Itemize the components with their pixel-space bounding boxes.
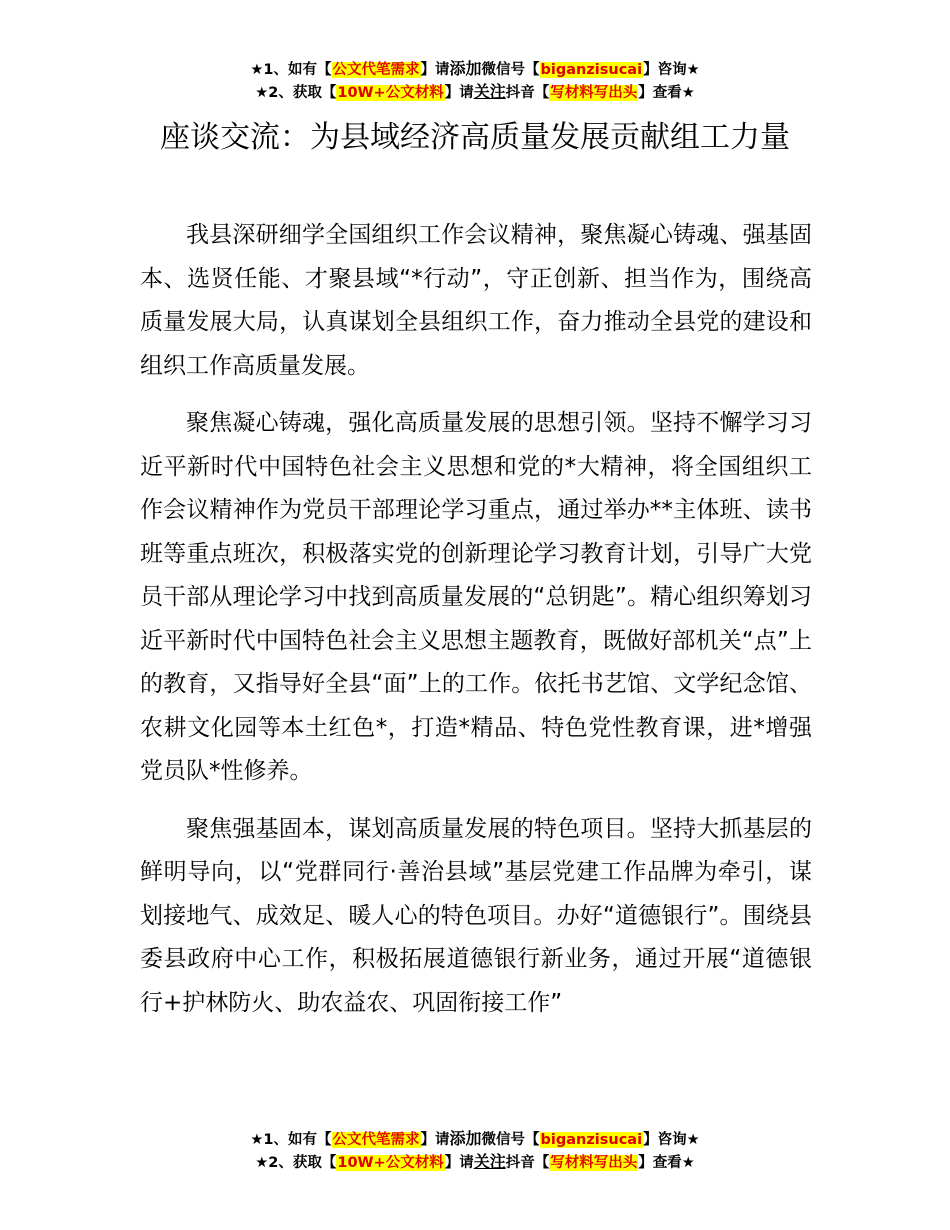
paragraph-grassroots-projects: 聚焦强基固本，谋划高质量发展的特色项目。坚持大抓基层的鲜明导向，以“党群同行·善治县域”基层党建工作品牌为牵引，谋划接地气、成效足、暖人心的特色项目。办好“道德银行”。围绕县委县政府中心工作，积极拓展道德银行新业务，通过开展“道德银行+护林防火、助农益农、巩固衔接工作” (140, 815, 812, 1016)
highlight-douyin-account: 写材料写出头 (550, 85, 638, 101)
promo-text: 微信号【 (481, 62, 540, 78)
promo-emphasis-add: 添加 (449, 59, 482, 78)
promo-text: 】咨询★ (643, 1132, 700, 1148)
promo-text: ★1、如有【 (250, 62, 332, 78)
promo-text: 】请 (444, 1155, 474, 1171)
promo-text: 微信号【 (481, 1132, 540, 1148)
highlight-wechat-id: biganzisucai (540, 1132, 643, 1148)
promo-text: 】查看★ (638, 1155, 695, 1171)
paragraph-intro: 我县深研细学全国组织工作会议精神，聚焦凝心铸魂、强基固本、选贤任能、才聚县域“*行动”，守正创新、担当作为，围绕高质量发展大局，认真谋划全县组织工作，奋力推动全县党的建设和组织工作高质量发展。 (140, 222, 812, 379)
highlight-douyin-account: 写材料写出头 (550, 1155, 638, 1171)
promo-line-1 (0, 1128, 950, 1151)
promo-emphasis-follow: 关注 (473, 82, 506, 101)
promo-text: 抖音【 (505, 1155, 550, 1171)
promo-text: 】请 (420, 1132, 450, 1148)
highlight-materials: 10W+公文材料 (337, 1155, 444, 1171)
promo-line-1 (0, 58, 950, 81)
promo-emphasis-follow: 关注 (473, 1152, 506, 1171)
promo-banner-top (0, 58, 950, 104)
promo-text: 抖音【 (505, 85, 550, 101)
promo-text: 】咨询★ (643, 62, 700, 78)
promo-line-2 (0, 81, 950, 104)
promo-text: 】请 (420, 62, 450, 78)
promo-text: 】查看★ (638, 85, 695, 101)
paragraph-ideological-guidance: 聚焦凝心铸魂，强化高质量发展的思想引领。坚持不懈学习习近平新时代中国特色社会主义思想和党的*大精神，将全国组织工作会议精神作为党员干部理论学习重点，通过举办**主体班、读书班等重点班次，积极落实党的创新理论学习教育计划，引导广大党员干部从理论学习中找到高质量发展的“总钥匙”。精心组织筹划习近平新时代中国特色社会主义思想主题教育，既做好部机关“点”上的教育，又指导好全县“面”上的工作。依托书艺馆、文学纪念馆、农耕文化园等本土红色*，打造*精品、特色党性教育课，进*增强党员队*性修养。 (140, 410, 813, 784)
promo-banner-bottom (0, 1128, 950, 1174)
promo-emphasis-add: 添加 (449, 1129, 482, 1148)
document-body (140, 214, 812, 1039)
highlight-ghostwriting: 公文代笔需求 (332, 62, 420, 78)
promo-text: ★2、获取【 (255, 1155, 337, 1171)
promo-line-2 (0, 1151, 950, 1174)
document-title: 座谈交流：为县域经济高质量发展贡献组工力量 (160, 120, 790, 155)
promo-text: ★1、如有【 (250, 1132, 332, 1148)
promo-text: ★2、获取【 (255, 85, 337, 101)
highlight-materials: 10W+公文材料 (337, 85, 444, 101)
highlight-wechat-id: biganzisucai (540, 62, 643, 78)
promo-text: 】请 (444, 85, 474, 101)
highlight-ghostwriting: 公文代笔需求 (332, 1132, 420, 1148)
